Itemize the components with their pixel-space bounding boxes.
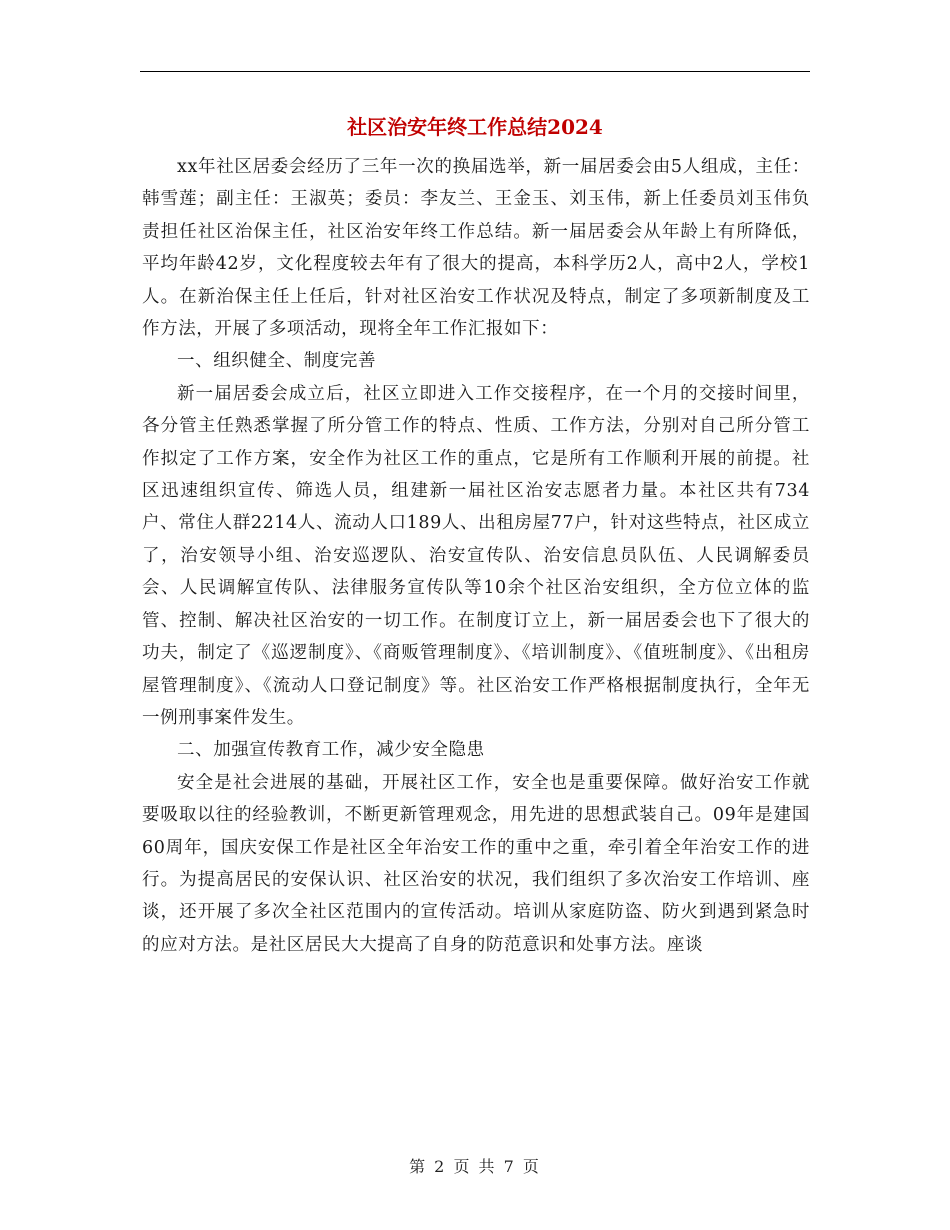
section-heading-2: 二、加强宣传教育工作，减少安全隐患 bbox=[177, 740, 485, 761]
section-heading-1: 一、组织健全、制度完善 bbox=[177, 351, 377, 372]
paragraph-intro: xx年社区居委会经历了三年一次的换届选举，新一届居委会由5人组成，主任：韩雪莲；副主任：王淑英；委员：李友兰、王金玉、刘玉伟，新上任委员刘玉伟负责担任社区治保主任，社区治安年终工作总结。新一届居委会从年龄上有所降低，平均年龄42岁，文化程度较去年有了很大的提高，本科学历2人，高中2人，学校1人。在新治保主任上任后，针对社区治安工作状况及特点，制定了多项新制度及工作方法，开展了多项活动，现将全年工作汇报如下： bbox=[142, 157, 810, 340]
paragraph-section-1: 新一届居委会成立后，社区立即进入工作交接程序，在一个月的交接时间里，各分管主任熟悉掌握了所分管工作的特点、性质、工作方法，分别对自己所分管工作拟定了工作方案，安全作为社区工作的重点，它是所有工作顺利开展的前提。社区迅速组织宣传、筛选人员，组建新一届社区治安志愿者力量。本社区共有734户、常住人群2214人、流动人口189人、出租房屋77户，针对这些特点，社区成立了，治安领导小组、治安巡逻队、治安宣传队、治安信息员队伍、人民调解委员会、人民调解宣传队、法律服务宣传队等10余个社区治安组织，全方位立体的监管、控制、解决社区治安的一切工作。在制度订立上，新一届居委会也下了很大的功夫，制定了《巡逻制度》、《商贩管理制度》、《培训制度》、《值班制度》、《出租房屋管理制度》、《流动人口登记制度》等。社区治安工作严格根据制度执行，全年无一例刑事案件发生。 bbox=[142, 383, 810, 728]
paragraph-section-2: 安全是社会进展的基础，开展社区工作，安全也是重要保障。做好治安工作就要吸取以往的经验教训，不断更新管理观念，用先进的思想武装自己。09年是建国60周年，国庆安保工作是社区全年治安工作的重中之重，牵引着全年治安工作的进行。为提高居民的安保认识、社区治安的状况，我们组织了多次治安工作培训、座谈，还开展了多次全社区范围内的宣传活动。培训从家庭防盗、防火到遇到紧急时的应对方法。是社区居民大大提高了自身的防范意识和处事方法。座谈 bbox=[142, 772, 810, 955]
document-title: 社区治安年终工作总结2024 bbox=[347, 115, 603, 139]
header-rule bbox=[140, 71, 810, 72]
page-number-footer: 第 2 页 共 7 页 bbox=[409, 1157, 541, 1176]
document-body bbox=[142, 151, 810, 961]
